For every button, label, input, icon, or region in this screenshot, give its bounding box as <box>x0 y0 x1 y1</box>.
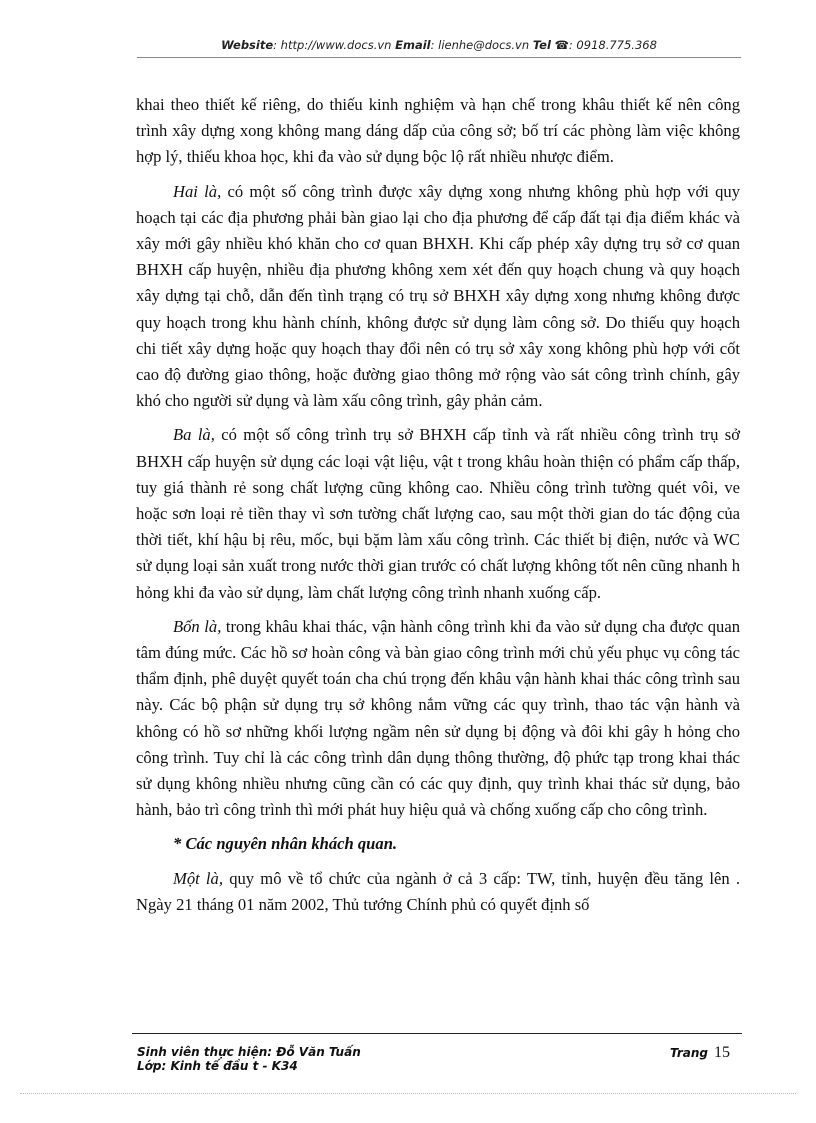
website-label: Website <box>221 38 274 52</box>
page-footer-author <box>137 1045 361 1073</box>
page-header <box>137 38 741 52</box>
paragraph-mot-la: Một là, quy mô về tổ chức của ngành ở cả 3 cấp: TW, tỉnh, huyện đều tăng lên . Ngày 21 tháng 01 năm 2002, Thủ tướng Chính phủ có quyết định số <box>136 868 740 914</box>
page-bottom-dotted-line <box>20 1093 796 1094</box>
page-number: 15 <box>714 1044 731 1061</box>
paragraph-hai-la: Hai là, có một số công trình được xây dựng xong nhưng không phù hợp với quy hoạch tại các địa phương phải bàn giao lại cho địa phương để cấp đất tại địa điểm khác và xây mới gây nhiều khó khăn cho cơ quan BHXH. Khi cấp phép xây dựng trụ sở cơ quan BHXH cấp huyện, nhiều địa phương không xem xét đến quy hoạch chung và quy hoạch xây dựng tại chỗ, dẫn đến tình trạng có trụ sở BHXH xây dựng xong nhưng không được quy hoạch trong khu hành chính, không được sử dụng làm công sở. Do thiếu quy hoạch chi tiết xây dựng hoặc quy hoạch thay đổi nên có trụ sở xây xong không phù hợp với cốt cao độ đường giao thông, hoặc đường giao thông mở rộng vào sát công trình chính, gây khó cho người sử dụng và làm xấu công trình, gây phản cảm. <box>136 181 740 411</box>
tel-value: : 0918.775.368 <box>568 38 657 52</box>
page-number-block <box>670 1044 730 1062</box>
student-name: Sinh viên thực hiện: Đỗ Văn Tuấn <box>137 1045 361 1059</box>
page-label: Trang <box>670 1046 709 1060</box>
footer-divider <box>132 1033 742 1034</box>
website-value: : http://www.docs.vn <box>273 38 392 52</box>
email-value: : lienhe@docs.vn <box>430 38 530 52</box>
header-divider <box>137 57 741 58</box>
paragraph-bon-la: Bốn là, trong khâu khai thác, vận hành công trình khi đa vào sử dụng cha được quan tâm đúng mức. Các hồ sơ hoàn công và bàn giao công trình mới chủ yếu phục vụ công tác thẩm định, phê duyệt quyết toán cha chú trọng đến khâu vận hành khai thác công trình sau này. Các bộ phận sử dụng trụ sở không nắm vững các quy trình, thao tác vận hành và không có hồ sơ những khối lượng ngầm nên sử dụng bị động và đôi khi gây h hỏng cho công trình. Tuy chỉ là các công trình dân dụng thông thường, độ phức tạp trong khai thác sử dụng không nhiều nhưng cũng cần có các quy định, quy trình khai thác sử dụng, bảo hành, bảo trì công trình thì mới phát huy hiệu quả và chống xuống cấp cho công trình. <box>136 616 741 820</box>
section-subheading: * Các nguyên nhân khách quan. <box>173 834 398 854</box>
class-name: Lớp: Kinh tế đầu t - K34 <box>137 1059 298 1073</box>
tel-label: Tel <box>532 38 551 52</box>
paragraph-ba-la: Ba là, có một số công trình trụ sở BHXH cấp tỉnh và rất nhiều công trình trụ sở BHXH cấp huyện sử dụng các loại vật liệu, vật t trong khâu hoàn thiện có phẩm cấp thấp, tuy giá thành rẻ song chất lượng cũng không cao. Nhiều công trình tường quét vôi, ve hoặc sơn loại rẻ tiền thay vì sơn tường chất lượng cao, sau một thời gian do tác động của thời tiết, khí hậu bị rêu, mốc, bụi bặm làm xấu công trình. Các thiết bị điện, nước và WC sử dụng loại sản xuất trong nước thời gian trước có chất lượng không tốt nên cũng nhanh h hỏng khi đa vào sử dụng, làm chất lượng công trình nhanh xuống cấp. <box>136 425 740 602</box>
email-label: Email <box>395 38 431 52</box>
paragraph-continuation: khai theo thiết kế riêng, do thiếu kinh nghiệm và hạn chế trong khâu thiết kế nên công trình xây dựng xong không mang dáng dấp của công sở; bố trí các phòng làm việc không hợp lý, thiếu khoa học, khi đa vào sử dụng bộc lộ rất nhiều nhược điểm. <box>136 95 740 167</box>
phone-icon: ☎ <box>554 38 569 52</box>
document-body <box>136 92 740 926</box>
